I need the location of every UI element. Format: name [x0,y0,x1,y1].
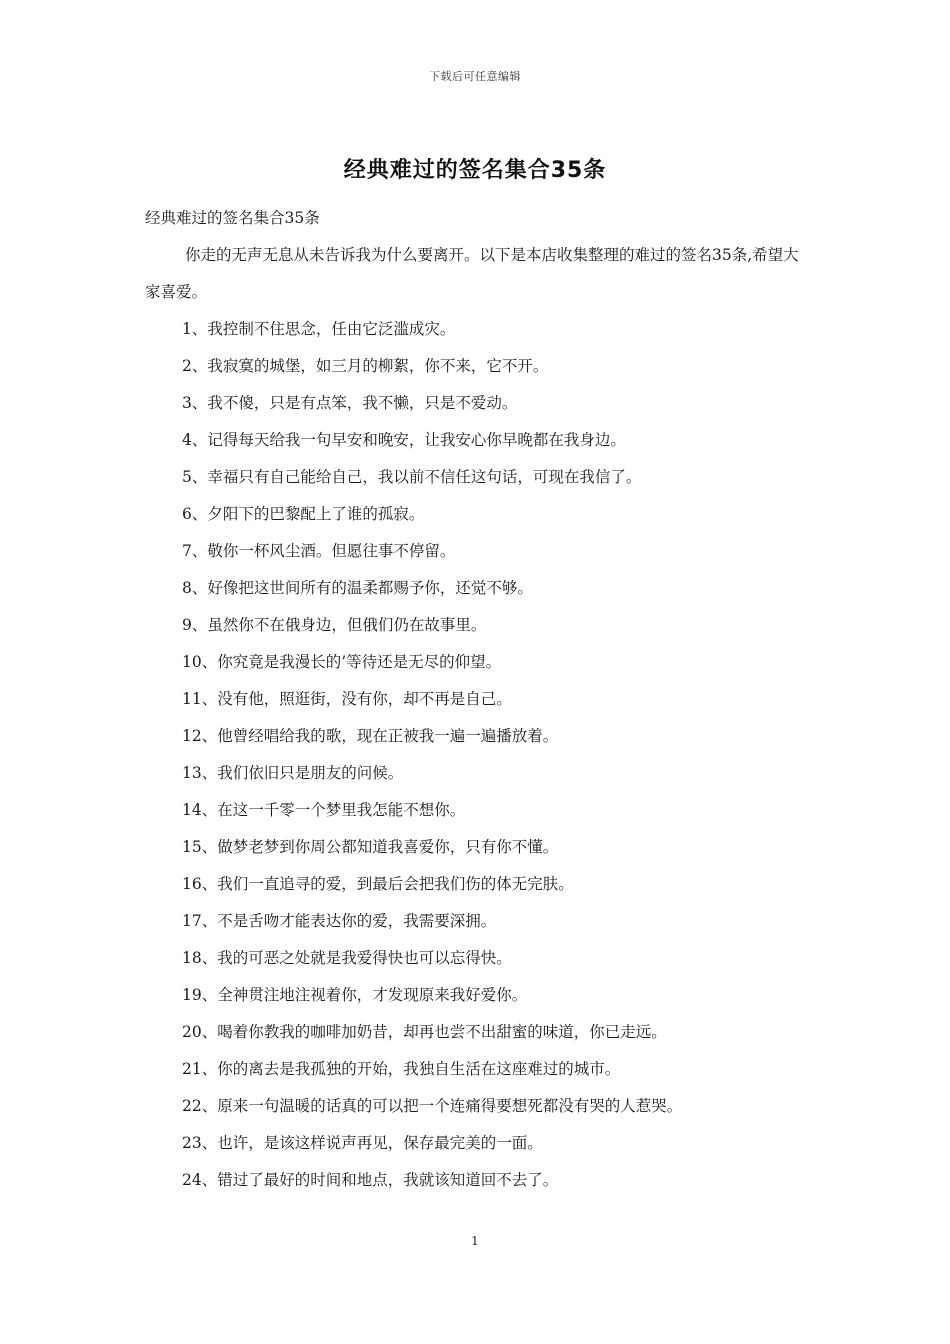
list-item: 4、记得每天给我一句早安和晚安，让我安心你早晚都在我身边。 [182,431,626,449]
list-item: 6、夕阳下的巴黎配上了谁的孤寂。 [182,505,425,523]
list-item: 8、好像把这世间所有的温柔都赐予你，还觉不够。 [182,579,533,597]
list-item: 20、喝着你教我的咖啡加奶昔，却再也尝不出甜蜜的味道，你已走远。 [182,1023,667,1041]
list-item: 1、我控制不住思念，任由它泛滥成灾。 [182,320,456,338]
list-item: 15、做梦老梦到你周公都知道我喜爱你，只有你不懂。 [182,838,559,856]
list-item: 9、虽然你不在俄身边，但俄们仍在故事里。 [182,616,487,634]
list-item: 18、我的可恶之处就是我爱得快也可以忘得快。 [182,949,512,967]
list-item: 21、你的离去是我孤独的开始，我独自生活在这座难过的城市。 [182,1060,621,1078]
list-item: 2、我寂寞的城堡，如三月的柳絮，你不来，它不开。 [182,357,549,375]
document-title: 经典难过的签名集合35条 [343,158,607,183]
list-item: 10、你究竟是我漫长的’等待还是无尽的仰望。 [182,653,502,671]
list-item: 5、幸福只有自己能给自己，我以前不信任这句话，可现在我信了。 [182,468,642,486]
list-item: 24、错过了最好的时间和地点，我就该知道回不去了。 [182,1171,559,1189]
list-item: 23、也许，是该这样说声再见，保存最完美的一面。 [182,1134,543,1152]
list-item: 17、不是舌吻才能表达你的爱，我需要深拥。 [182,912,497,930]
intro-paragraph: 你走的无声无息从未告诉我为什么要离开。以下是本店收集整理的难过的签名35条,希望大家喜爱。 [145,246,799,301]
list-item: 3、我不傻，只是有点笨，我不懒，只是不爱动。 [182,394,518,412]
header-note: 下载后可任意编辑 [429,70,521,83]
list-item: 7、敬你一杯风尘酒。但愿往事不停留。 [182,542,456,560]
signature-list [145,311,810,1199]
page-number: 1 [471,1234,479,1248]
list-item: 12、他曾经唱给我的歌，现在正被我一遍一遍播放着。 [182,727,559,745]
document-body [145,200,810,1199]
list-item: 19、全神贯注地注视着你，才发现原来我好爱你。 [182,986,528,1004]
list-item: 14、在这一千零一个梦里我怎能不想你。 [182,801,466,819]
list-item: 22、原来一句温暖的话真的可以把一个连痛得要想死都没有哭的人惹哭。 [182,1097,683,1115]
list-item: 13、我们依旧只是朋友的问候。 [182,764,404,782]
list-item: 11、没有他，照逛街，没有你，却不再是自己。 [182,690,512,708]
list-item: 16、我们一直追寻的爱，到最后会把我们伤的体无完肤。 [182,875,574,893]
document-subtitle: 经典难过的签名集合35条 [145,209,320,227]
